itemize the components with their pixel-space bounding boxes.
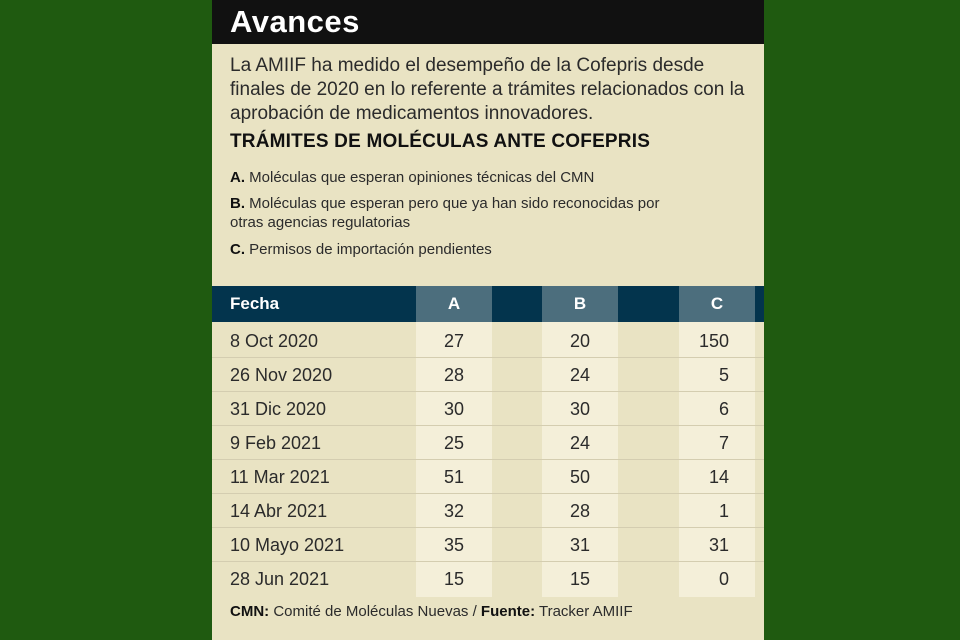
- cell-a: 51: [443, 467, 465, 487]
- source-key: Fuente:: [480, 603, 536, 620]
- cell-b: 30: [569, 399, 591, 419]
- cell-fecha: 31 Dic 2020: [230, 399, 327, 419]
- cell-c: 150: [698, 331, 729, 351]
- cell-c: 0: [718, 569, 729, 589]
- cell-fecha: 9 Feb 2021: [230, 433, 322, 453]
- cell-fecha: 8 Oct 2020: [230, 331, 319, 351]
- cell-b: 50: [569, 467, 591, 487]
- cell-fecha: 11 Mar 2021: [230, 467, 330, 487]
- cell-b: 31: [569, 535, 591, 555]
- intro-text: La AMIIF ha medido el desempeño de la Cofepris desde finales de 2020 en lo referente a trámites relacionados con la aprobación de medicamentos innovadores.: [230, 55, 745, 124]
- legend-item-a: [230, 168, 660, 187]
- cell-a: 32: [443, 501, 465, 521]
- cell-b: 24: [569, 433, 591, 453]
- legend-key: C.: [230, 241, 245, 258]
- cell-c: 5: [718, 365, 729, 385]
- cell-a: 30: [443, 399, 465, 419]
- cell-fecha: 28 Jun 2021: [230, 569, 330, 589]
- cell-c: 14: [708, 467, 729, 487]
- table-row: [212, 391, 764, 426]
- title-bar: [212, 0, 764, 44]
- cell-b: 24: [569, 365, 591, 385]
- column-header-c: C: [679, 286, 755, 322]
- table-row: [212, 459, 764, 494]
- cell-a: 25: [443, 433, 465, 453]
- cell-a: 15: [443, 569, 465, 589]
- table-row: [212, 323, 764, 358]
- cell-c: 7: [718, 433, 729, 453]
- legend-key: A.: [230, 169, 245, 186]
- table-row: [212, 493, 764, 528]
- column-header-fecha: Fecha: [230, 294, 280, 313]
- cell-c: 31: [708, 535, 729, 555]
- cell-fecha: 26 Nov 2020: [230, 365, 333, 385]
- cell-b: 20: [569, 331, 591, 351]
- infographic-panel: [212, 0, 764, 640]
- source-note: [230, 603, 633, 620]
- footnote-key: CMN:: [230, 603, 270, 620]
- table-row: [212, 357, 764, 392]
- legend-item-b: [230, 194, 660, 232]
- cell-fecha: 14 Abr 2021: [230, 501, 328, 521]
- legend-item-c: [230, 240, 660, 259]
- cell-b: 28: [569, 501, 591, 521]
- table-row: [212, 425, 764, 460]
- cell-c: 6: [718, 399, 729, 419]
- legend-text: Moléculas que esperan pero que ya han sido reconocidas por otras agencias regulatorias: [230, 195, 660, 231]
- legend-key: B.: [230, 195, 245, 212]
- cell-a: 28: [443, 365, 465, 385]
- column-header-b: B: [542, 286, 618, 322]
- column-header-a: A: [416, 286, 492, 322]
- table-row: [212, 561, 764, 595]
- table-row: [212, 527, 764, 562]
- cell-a: 27: [443, 331, 465, 351]
- page-title: Avances: [230, 4, 360, 39]
- cell-fecha: 10 Mayo 2021: [230, 535, 345, 555]
- legend-text: Permisos de importación pendientes: [245, 241, 492, 258]
- cell-c: 1: [718, 501, 729, 521]
- cell-a: 35: [443, 535, 465, 555]
- table-header: [212, 286, 764, 322]
- cell-b: 15: [569, 569, 591, 589]
- legend-text: Moléculas que esperan opiniones técnicas del CMN: [245, 169, 595, 186]
- footnote-text: Comité de Moléculas Nuevas /: [269, 603, 481, 620]
- source-text: Tracker AMIIF: [535, 603, 633, 620]
- table-title: TRÁMITES DE MOLÉCULAS ANTE COFEPRIS: [230, 131, 651, 152]
